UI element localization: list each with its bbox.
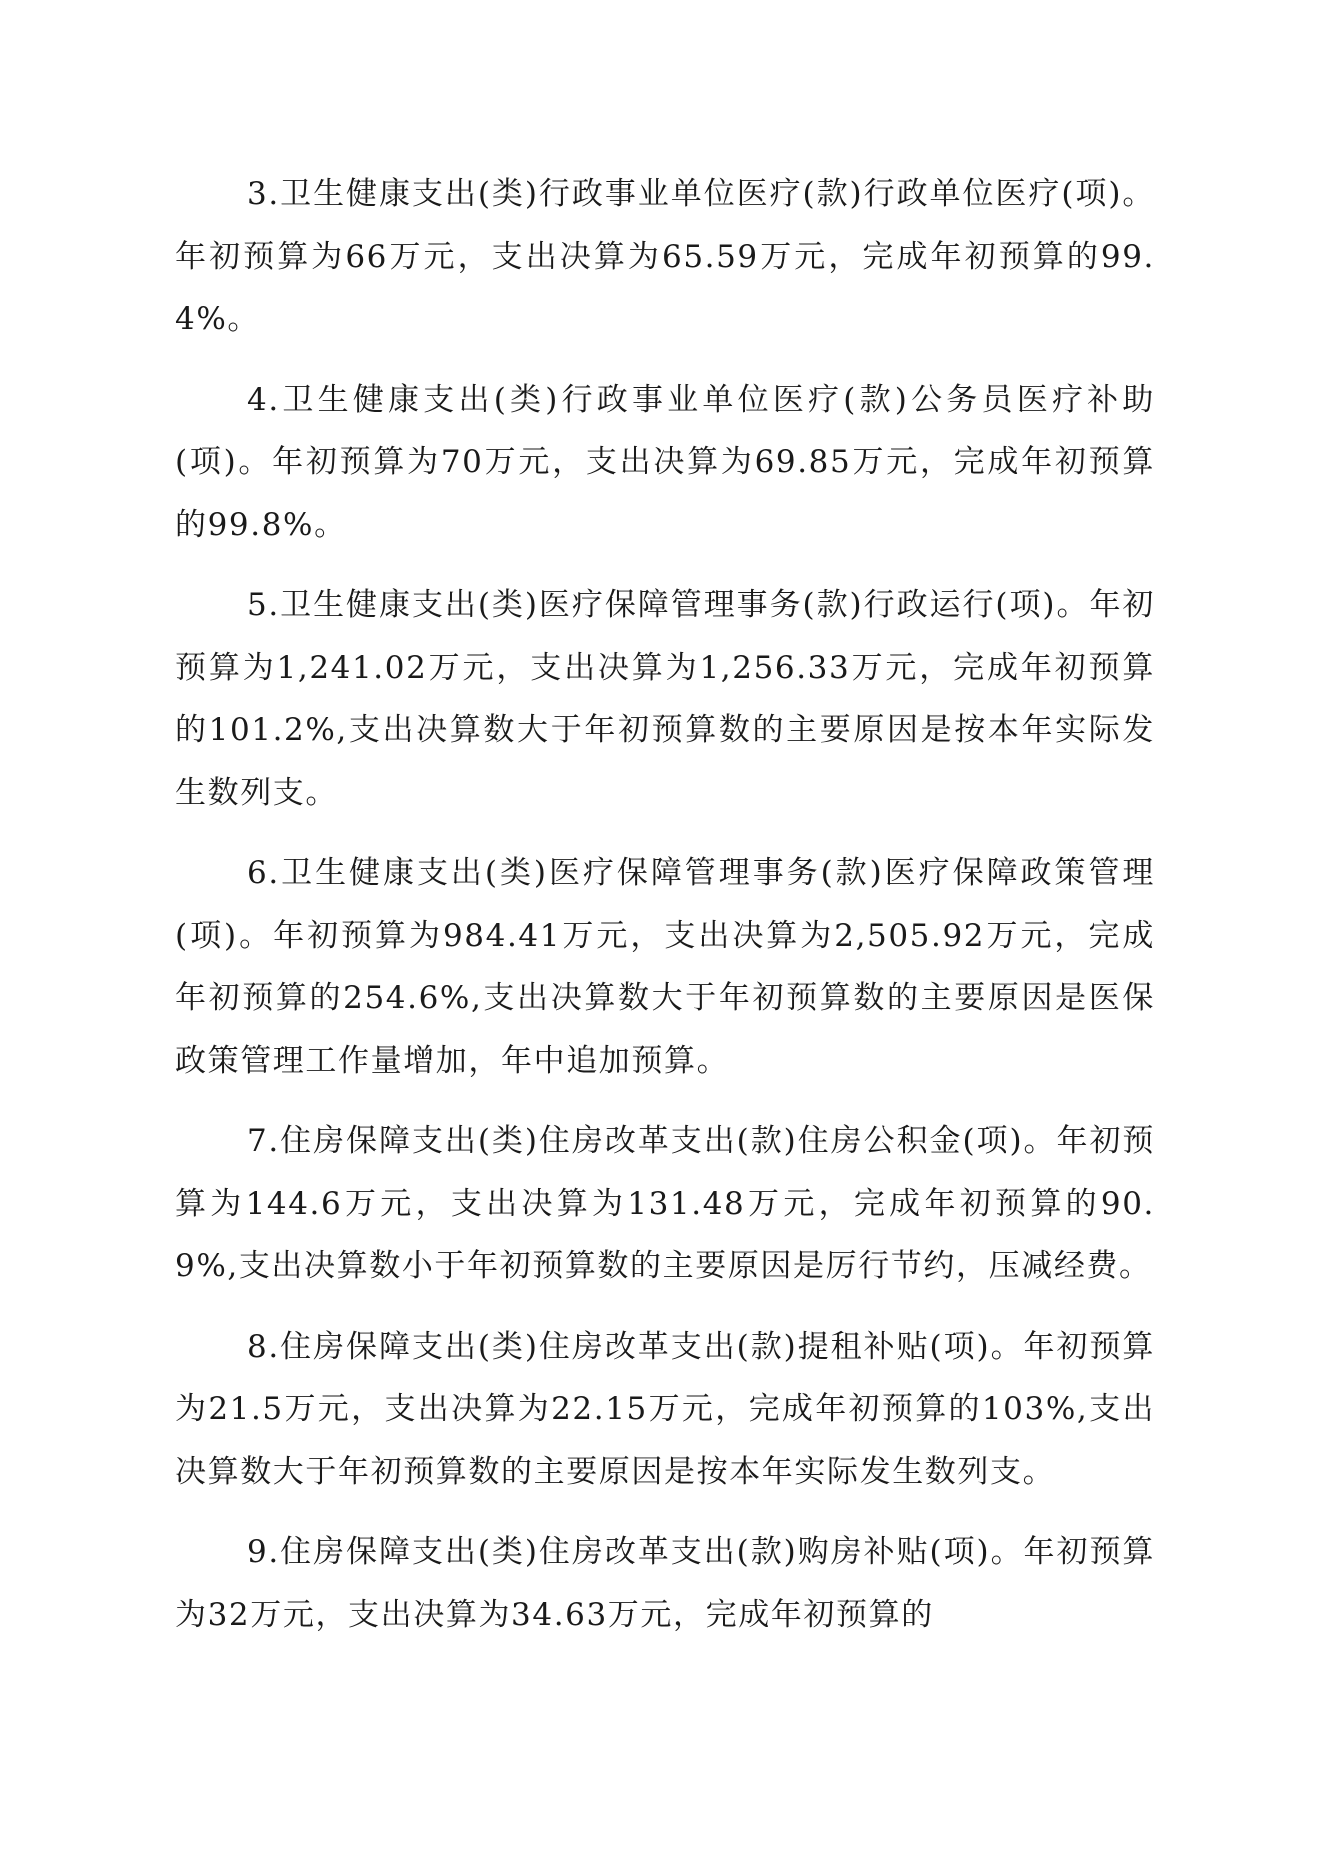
paragraph-item-9: 9.住房保障支出(类)住房改革支出(款)购房补贴(项)。年初预算为32万元，支出决算为34.63万元，完成年初预算的 <box>175 1534 1155 1633</box>
paragraph-item-6: 6.卫生健康支出(类)医疗保障管理事务(款)医疗保障政策管理(项)。年初预算为984.41万元，支出决算为2,505.92万元，完成年初预算的254.6%,支出决算数大于年初预算数的主要原因是医保政策管理工作量增加，年中追加预算。 <box>175 855 1155 1079</box>
paragraph-item-7: 7.住房保障支出(类)住房改革支出(款)住房公积金(项)。年初预算为144.6万元，支出决算为131.48万元，完成年初预算的90.9%,支出决算数小于年初预算数的主要原因是厉行节约，压减经费。 <box>175 1123 1155 1284</box>
paragraph-item-3: 3.卫生健康支出(类)行政事业单位医疗(款)行政单位医疗(项)。年初预算为66万元，支出决算为65.59万元，完成年初预算的99.4%。 <box>175 176 1155 337</box>
paragraph-item-4: 4.卫生健康支出(类)行政事业单位医疗(款)公务员医疗补助(项)。年初预算为70万元，支出决算为69.85万元，完成年初预算的99.8%。 <box>175 381 1155 543</box>
document-body <box>175 163 1155 1664</box>
paragraph-item-5: 5.卫生健康支出(类)医疗保障管理事务(款)行政运行(项)。年初预算为1,241.02万元，支出决算为1,256.33万元，完成年初预算的101.2%,支出决算数大于年初预算数的主要原因是按本年实际发生数列支。 <box>175 587 1155 811</box>
paragraph-item-8: 8.住房保障支出(类)住房改革支出(款)提租补贴(项)。年初预算为21.5万元，支出决算为22.15万元，完成年初预算的103%,支出决算数大于年初预算数的主要原因是按本年实际发生数列支。 <box>175 1328 1155 1490</box>
